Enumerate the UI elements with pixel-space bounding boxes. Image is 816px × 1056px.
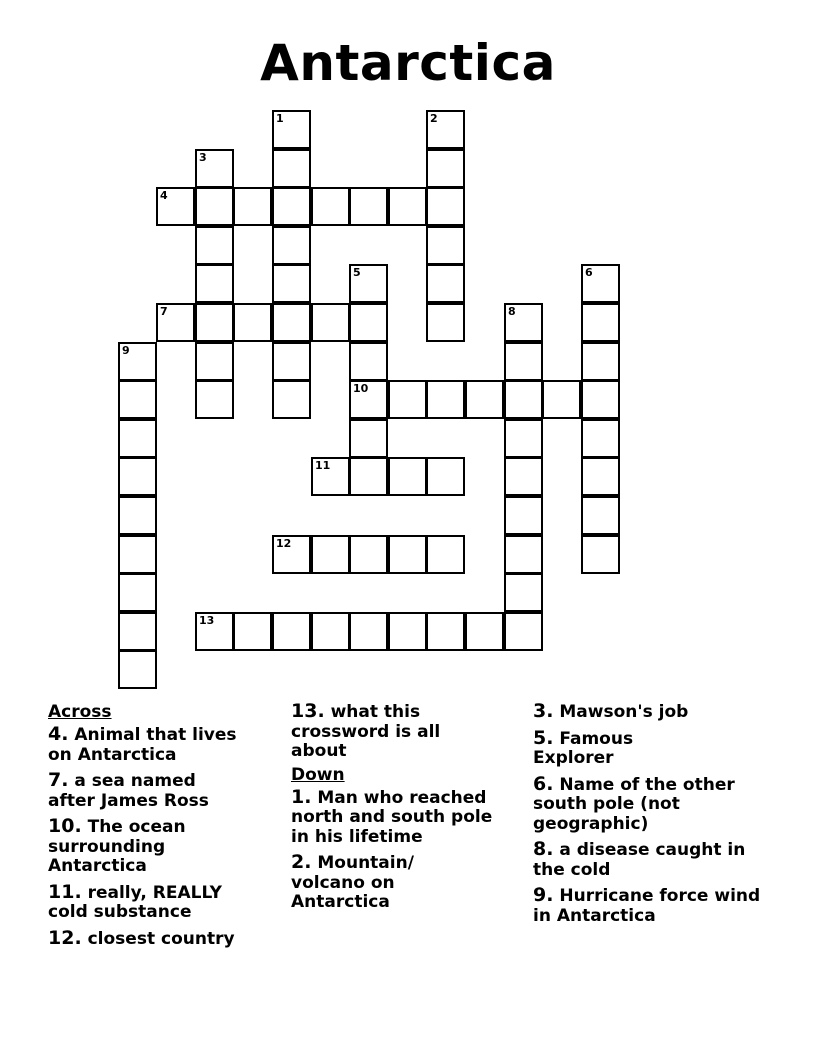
grid-cell[interactable]	[542, 380, 581, 419]
grid-cell[interactable]	[272, 535, 311, 574]
grid-cell[interactable]	[118, 650, 157, 689]
grid-cell[interactable]	[272, 110, 311, 149]
grid-cell[interactable]	[311, 303, 350, 342]
grid-cell[interactable]	[233, 187, 272, 226]
grid-cell[interactable]	[504, 342, 543, 381]
grid-cell[interactable]	[195, 612, 234, 651]
grid-cell[interactable]	[272, 226, 311, 265]
clue-down-3: 3. Mawson's job	[533, 700, 689, 722]
clue-down-5: 5. Famous Explorer	[533, 726, 634, 768]
grid-cell[interactable]	[388, 380, 427, 419]
grid-cell[interactable]	[504, 573, 543, 612]
grid-cell[interactable]	[118, 457, 157, 496]
clue-number: 5	[353, 266, 361, 279]
grid-cell[interactable]	[504, 457, 543, 496]
clue-across-12: 12. closest country	[48, 926, 235, 949]
grid-cell[interactable]	[349, 535, 388, 574]
grid-cell[interactable]	[156, 187, 195, 226]
clue-down-9: 9. Hurricane force wind in Antarctica	[533, 884, 761, 926]
down-heading: Down	[291, 764, 345, 785]
grid-cell[interactable]	[349, 342, 388, 381]
grid-cell[interactable]	[465, 612, 504, 651]
clue-number: 11	[315, 459, 331, 472]
grid-cell[interactable]	[233, 612, 272, 651]
across-heading: Across	[48, 702, 112, 722]
clue-down-1: 1. Man who reached north and south pole in his lifetime	[291, 785, 493, 847]
grid-cell[interactable]	[426, 303, 465, 342]
grid-cell[interactable]	[426, 457, 465, 496]
clue-across-11: 11. really, REALLY cold substance	[48, 880, 222, 922]
clue-down-8: 8. a disease caught in the cold	[533, 838, 746, 880]
grid-cell[interactable]	[349, 264, 388, 303]
grid-cell[interactable]	[349, 380, 388, 419]
grid-cell[interactable]	[195, 342, 234, 381]
grid-cell[interactable]	[388, 612, 427, 651]
puzzle-title: Antarctica	[260, 34, 556, 92]
grid-cell[interactable]	[272, 149, 311, 188]
grid-cell[interactable]	[311, 535, 350, 574]
grid-cell[interactable]	[233, 303, 272, 342]
grid-cell[interactable]	[349, 457, 388, 496]
grid-cell[interactable]	[581, 496, 620, 535]
clue-across-13: 13. what this crossword is all about	[291, 700, 441, 761]
grid-cell[interactable]	[272, 612, 311, 651]
grid-cell[interactable]	[118, 342, 157, 381]
grid-cell[interactable]	[195, 264, 234, 303]
grid-cell[interactable]	[195, 149, 234, 188]
grid-cell[interactable]	[349, 612, 388, 651]
grid-cell[interactable]	[504, 419, 543, 458]
grid-cell[interactable]	[426, 149, 465, 188]
grid-cell[interactable]	[272, 187, 311, 226]
clue-across-10: 10. The ocean surrounding Antarctica	[48, 815, 186, 876]
grid-cell[interactable]	[272, 342, 311, 381]
grid-cell[interactable]	[118, 419, 157, 458]
clue-number: 13	[199, 614, 215, 627]
grid-cell[interactable]	[311, 187, 350, 226]
clue-column-3	[533, 702, 773, 932]
grid-cell[interactable]	[388, 457, 427, 496]
clue-number: 1	[276, 112, 284, 125]
grid-cell[interactable]	[349, 187, 388, 226]
clue-number: 3	[199, 151, 207, 164]
grid-cell[interactable]	[581, 264, 620, 303]
clue-number: 12	[276, 537, 292, 550]
grid-cell[interactable]	[426, 110, 465, 149]
clue-column-2	[291, 702, 531, 919]
grid-cell[interactable]	[156, 303, 195, 342]
clue-column-1	[48, 702, 288, 955]
grid-cell[interactable]	[504, 380, 543, 419]
grid-cell[interactable]	[272, 264, 311, 303]
grid-cell[interactable]	[504, 535, 543, 574]
grid-cell[interactable]	[311, 612, 350, 651]
grid-cell[interactable]	[311, 457, 350, 496]
grid-cell[interactable]	[504, 612, 543, 651]
grid-cell[interactable]	[195, 380, 234, 419]
grid-cell[interactable]	[195, 187, 234, 226]
clue-down-6: 6. Name of the other south pole (not geographic)	[533, 772, 735, 834]
clue-across-7: 7. a sea named after James Ross	[48, 769, 209, 811]
grid-cell[interactable]	[118, 535, 157, 574]
grid-cell[interactable]	[581, 380, 620, 419]
clue-number: 4	[160, 189, 168, 202]
grid-cell[interactable]	[426, 535, 465, 574]
clue-number: 2	[430, 112, 438, 125]
grid-cell[interactable]	[195, 226, 234, 265]
grid-cell[interactable]	[272, 303, 311, 342]
grid-cell[interactable]	[349, 303, 388, 342]
grid-cell[interactable]	[118, 380, 157, 419]
grid-cell[interactable]	[581, 457, 620, 496]
clue-number: 10	[353, 382, 369, 395]
grid-cell[interactable]	[426, 380, 465, 419]
grid-cell[interactable]	[426, 264, 465, 303]
clue-down-2: 2. Mountain/ volcano on Antarctica	[291, 851, 414, 912]
grid-cell[interactable]	[581, 303, 620, 342]
grid-cell[interactable]	[118, 573, 157, 612]
clue-number: 8	[508, 305, 516, 318]
grid-cell[interactable]	[195, 303, 234, 342]
grid-cell[interactable]	[349, 419, 388, 458]
grid-cell[interactable]	[504, 496, 543, 535]
grid-cell[interactable]	[426, 612, 465, 651]
grid-cell[interactable]	[581, 342, 620, 381]
grid-cell[interactable]	[118, 496, 157, 535]
grid-cell[interactable]	[581, 535, 620, 574]
clue-number: 6	[585, 266, 593, 279]
clue-across-4: 4. Animal that lives on Antarctica	[48, 723, 237, 765]
grid-cell[interactable]	[388, 187, 427, 226]
grid-cell[interactable]	[272, 380, 311, 419]
grid-cell[interactable]	[504, 303, 543, 342]
clue-number: 9	[122, 344, 130, 357]
clue-number: 7	[160, 305, 168, 318]
grid-cell[interactable]	[426, 226, 465, 265]
grid-cell[interactable]	[118, 612, 157, 651]
grid-cell[interactable]	[388, 535, 427, 574]
grid-cell[interactable]	[581, 419, 620, 458]
grid-cell[interactable]	[465, 380, 504, 419]
grid-cell[interactable]	[426, 187, 465, 226]
